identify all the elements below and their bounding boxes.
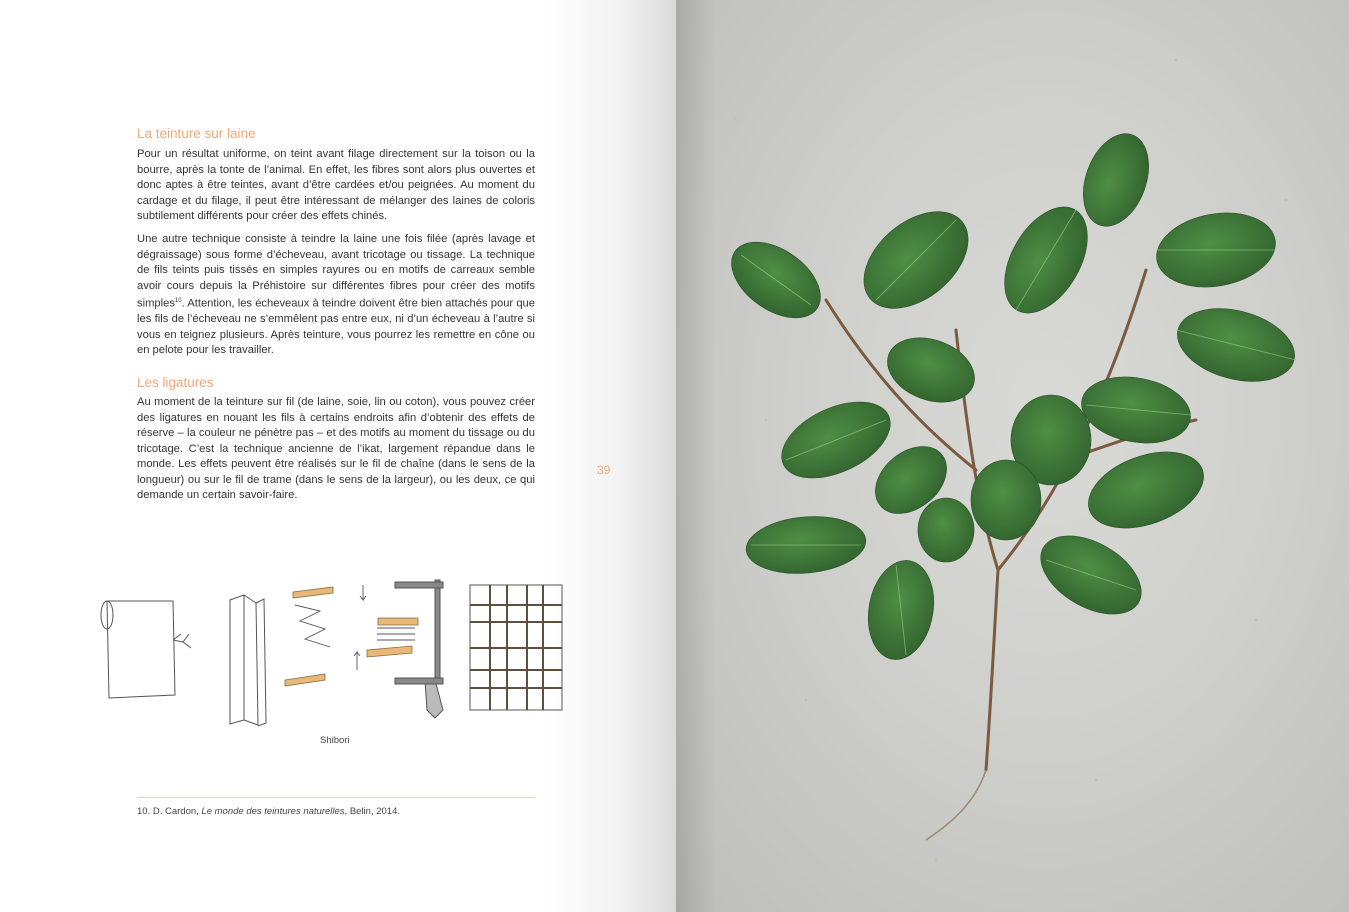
paragraph-wool-dyeing-2-part-b: . Attention, les écheveaux à teindre doivent être bien attachés pour que les fils de l’écheveau ne s’emmêlent pas entre eux, ni d’un écheveau à l’autre si vous en teignez plusieurs. Après teinture, vous pourrez les remettre en cône ou en pelote pour les travailler. [137,297,535,357]
shibori-illustration [95,570,575,730]
footnote-title: Le monde des teintures naturelles [201,806,345,817]
right-page [676,0,1349,912]
paragraph-wool-dyeing-2 [137,232,535,359]
footnote-divider [137,797,535,798]
footnote-ref: 10 [174,298,182,304]
footnote-prefix: 10. D. Cardon, [137,806,202,817]
oak-branch-photo [676,0,1349,912]
section-heading-ligatures: Les ligatures [137,375,214,390]
footnote [137,806,400,817]
figure-caption: Shibori [320,735,350,746]
paragraph-wool-dyeing-2-part-a: Une autre technique consiste à teindre la laine une fois filée (après lavage et dégraissage) sous forme d’écheveau, avant tricotage ou tissage. La technique de fils teints puis tissés en simples rayures ou en motifs de carreaux semble avoir cours depuis la Préhistoire sur différentes fibres pour créer des motifs simples [137,233,535,310]
footnote-suffix: , Belin, 2014. [344,806,401,817]
gutter-shadow [676,0,716,912]
paragraph-wool-dyeing-1: Pour un résultat uniforme, on teint avant filage directement sur la toison ou la bourre, après la tonte de l’animal. En effet, les fibres sont alors plus ouvertes et donc aptes à être teintes, avant d’être cardées et/ou peignées. Au moment du cardage et du filage, il peut être intéressant de mélanger des laines de coloris subtilement différents pour créer des effets chinés. [137,148,535,222]
page-number: 39 [597,463,611,477]
paragraph-ligatures: Au moment de la teinture sur fil (de laine, soie, lin ou coton), vous pouvez créer des ligatures en nouant les fils à certains endroits afin d’obtenir des effets de réserve – la couleur ne pénètre pas – et des motifs au moment du tissage ou du tricotage. C’est la technique ancienne de l’ikat, largement répandue dans le monde. Les effets peuvent être réalisés sur le fil de chaîne (dans le sens de la longueur) ou sur le fil de trame (dans le sens de la largeur), ou les deux, ce qui demande un certain savoir-faire. [137,396,535,501]
section-heading-wool-dyeing: La teinture sur laine [137,126,256,141]
